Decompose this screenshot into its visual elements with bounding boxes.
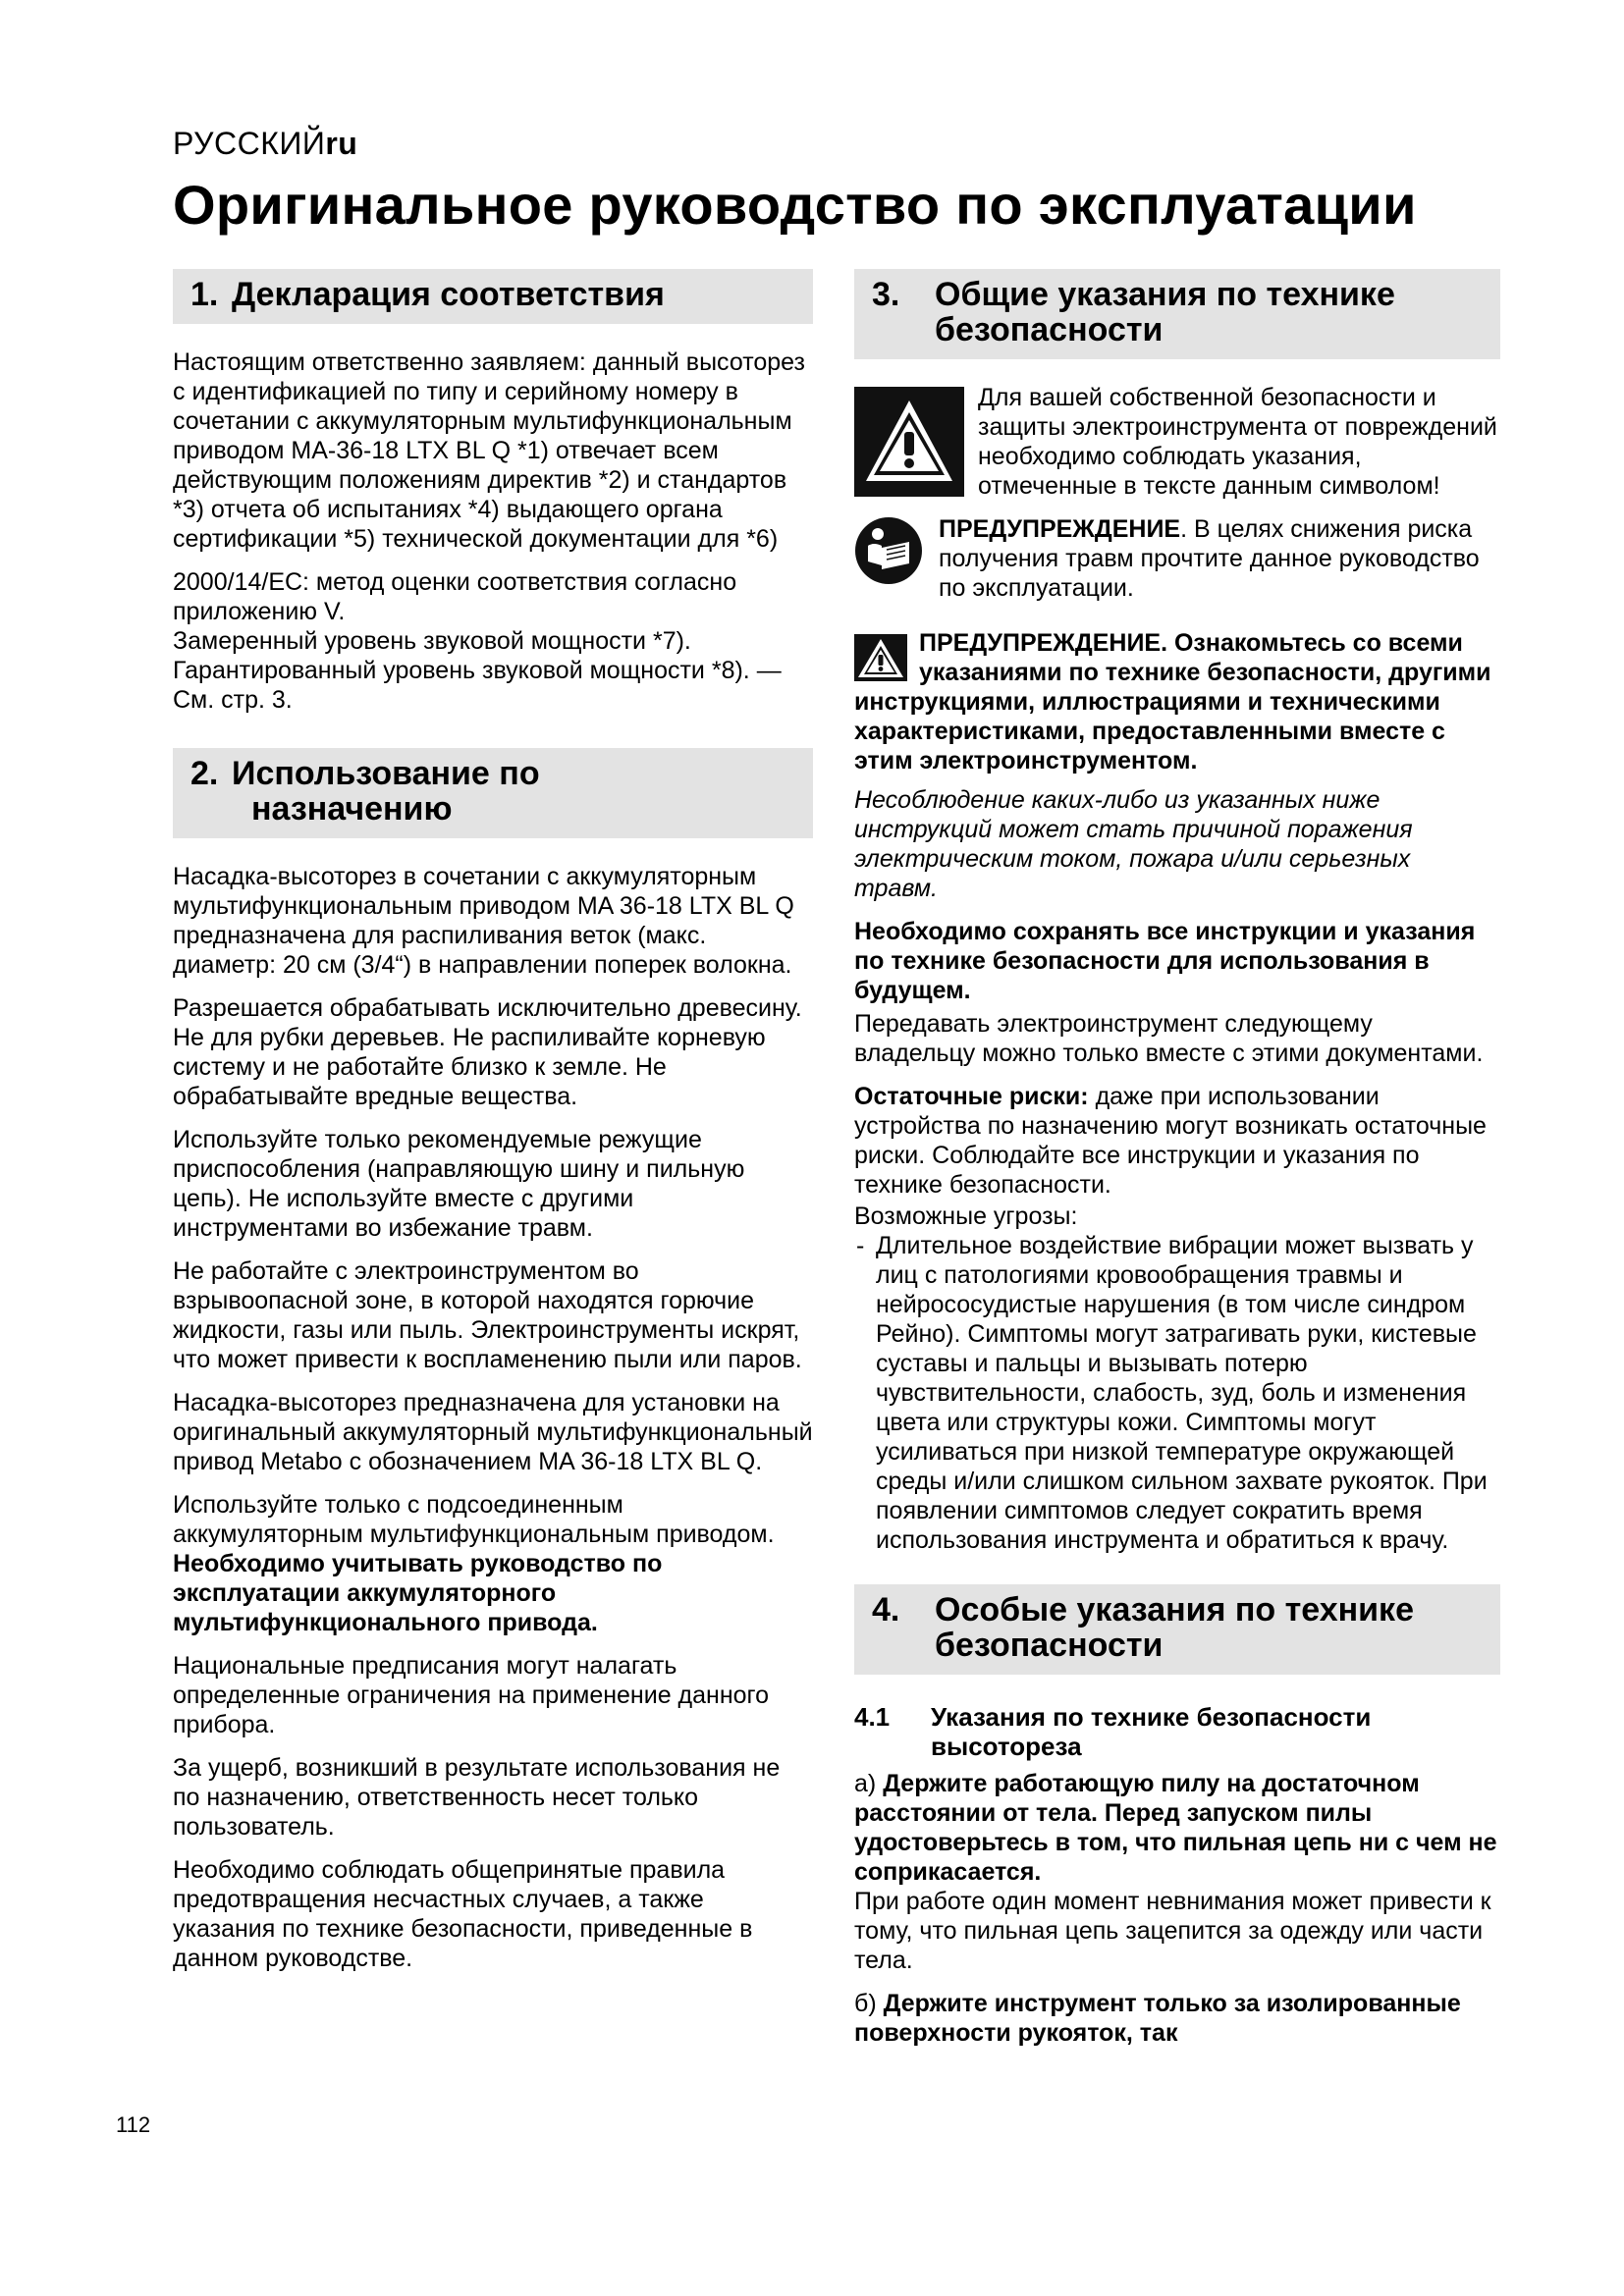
- warning-triangle-small-icon: [854, 634, 907, 681]
- warning-consequences: Несоблюдение каких-либо из указанных ниже инструкций может стать причиной поражения электрическим током, пожара и/или серьезных травм.: [854, 786, 1413, 902]
- warning-triangle-icon: [854, 387, 964, 497]
- keep-instructions: Необходимо сохранять все инструкции и указания по технике безопасности для использования в будущем.: [854, 918, 1476, 1004]
- residual-risks: Остаточные риски: даже при использовании устройства по назначению могут возникать остаточные риски. Соблюдайте все инструкции и указания по технике безопасности.: [854, 1083, 1487, 1199]
- declaration-sound-measured: Замеренный уровень звуковой мощности *7).: [173, 627, 691, 655]
- pass-on-note: Передавать электроинструмент следующему владельцу можно только вместе с этими документами.: [854, 1010, 1484, 1067]
- intended-use-p4: Не работайте с электроинструментом во взрывоопасной зоне, в которой находятся горючие жидкости, газы или пыль. Электроинструменты искрят, что может привести к воспламенению пыли или паров.: [173, 1257, 802, 1373]
- read-manual-book-icon: [854, 516, 923, 585]
- intended-use-p5: Насадка-высоторез предназначена для установки на оригинальный аккумуляторный мультифункциональный привод Metabo с обозначением MA 36-18 LTX BL Q.: [173, 1389, 813, 1475]
- intended-use-p2: Разрешается обрабатывать исключительно древесину. Не для рубки деревьев. Не распиливайте корневую систему и не работайте близко к земле. Не обрабатывайте вредные вещества.: [173, 994, 802, 1110]
- declaration-method: 2000/14/EC: метод оценки соответствия согласно приложению V.: [173, 568, 737, 625]
- subsection-4-1-heading: 4.1 Указания по технике безопасности высотореза: [854, 1702, 1372, 1761]
- safety-symbol-note: Для вашей собственной безопасности и защиты электроинструмента от повреждений необходимо соблюдать указания, отмеченные в тексте данным символом!: [854, 383, 1500, 501]
- document-title: Оригинальное руководство по эксплуатации: [173, 174, 1417, 236]
- section-4-heading: 4. Особые указания по технике безопасности: [854, 1584, 1500, 1675]
- section-3-heading: 3. Общие указания по технике безопасности: [854, 269, 1500, 359]
- declaration-sound-guaranteed: Гарантированный уровень звуковой мощности *8). — См. стр. 3.: [173, 657, 782, 714]
- left-column: [173, 269, 813, 1987]
- read-manual-note: ПРЕДУПРЕЖДЕНИЕ. В целях снижения риска получения травм прочтите данное руководство по эксплуатации.: [854, 514, 1500, 603]
- intended-use-p7: Национальные предписания могут налагать определенные ограничения на применение данного прибора.: [173, 1652, 770, 1738]
- list-item: - Длительное воздействие вибрации может вызвать у лиц с патологиями кровообращения травмы и нейрососудистые нарушения (в том числе синдром Рейно). Симптомы могут затрагивать руки, кистевые суставы и пальцы и вызывать потерю чувствительности, слабость, зуд, боль и изменения цвета или структуры кожи. Симптомы могут усиливаться при низкой температуре окружающей среды и/или слишком сильном захвате рукояток. При появлении симптомов следует сократить время использования инструмента и обратиться к врачу.: [854, 1231, 1500, 1555]
- language-label: РУССКИЙru: [173, 126, 358, 161]
- intended-use-p1: Насадка-высоторез в сочетании с аккумуляторным мультифункциональным приводом MA 36-18 LTX BL Q предназначена для распиливания веток (макс. диаметр: 20 см (3/4“) в направлении поперек волокна.: [173, 863, 794, 979]
- intended-use-p6: Используйте только с подсоединенным аккумуляторным мультифункциональным приводом. Необходимо учитывать руководство по эксплуатации аккумуляторного мультифункционального привода.: [173, 1491, 775, 1636]
- instruction-a: а) Держите работающую пилу на достаточном расстоянии от тела. Перед запуском пилы удостоверьтесь в том, что пильная цепь ни с чем не соприкасается.: [854, 1770, 1497, 1886]
- declaration-text: Настоящим ответственно заявляем: данный высоторез с идентификацией по типу и серийному номеру в сочетании с аккумуляторным мультифункциональным приводом MA-36-18 LTX BL Q *1) отвечает всем действующим положениям директив *2) и стандартов *3) отчета об испытаниях *4) выдающего органа сертификации *5) технической документации для *6): [173, 348, 805, 553]
- threats-list: [854, 1231, 1500, 1555]
- page-number: 112: [116, 2112, 151, 2137]
- intended-use-p3: Используйте только рекомендуемые режущие приспособления (направляющую шину и пильную цепь). Не используйте вместе с другими инструментами во избежание травм.: [173, 1126, 745, 1242]
- intended-use-p9: Необходимо соблюдать общепринятые правила предотвращения несчастных случаев, а также указания по технике безопасности, приведенные в данном руководстве.: [173, 1856, 753, 1972]
- right-column: [854, 269, 1500, 2061]
- instruction-a-detail: При работе один момент невнимания может привести к тому, что пильная цепь зацепится за одежду или части тела.: [854, 1888, 1491, 1974]
- warning-instructions: ПРЕДУПРЕЖДЕНИЕ. Ознакомьтесь со всеми указаниями по технике безопасности, другими инструкциями, иллюстрациями и техническими характеристиками, предоставленными вместе с этим электроинструментом.: [854, 629, 1491, 774]
- intended-use-p8: За ущерб, возникший в результате использования не по назначению, ответственность несет только пользователь.: [173, 1754, 781, 1841]
- section-1-heading: 1. Декларация соответствия: [173, 269, 813, 324]
- threats-label: Возможные угрозы:: [854, 1202, 1078, 1230]
- instruction-b: б) Держите инструмент только за изолированные поверхности рукояток, так: [854, 1990, 1461, 2047]
- section-2-heading: 2. Использование по назначению: [173, 748, 813, 838]
